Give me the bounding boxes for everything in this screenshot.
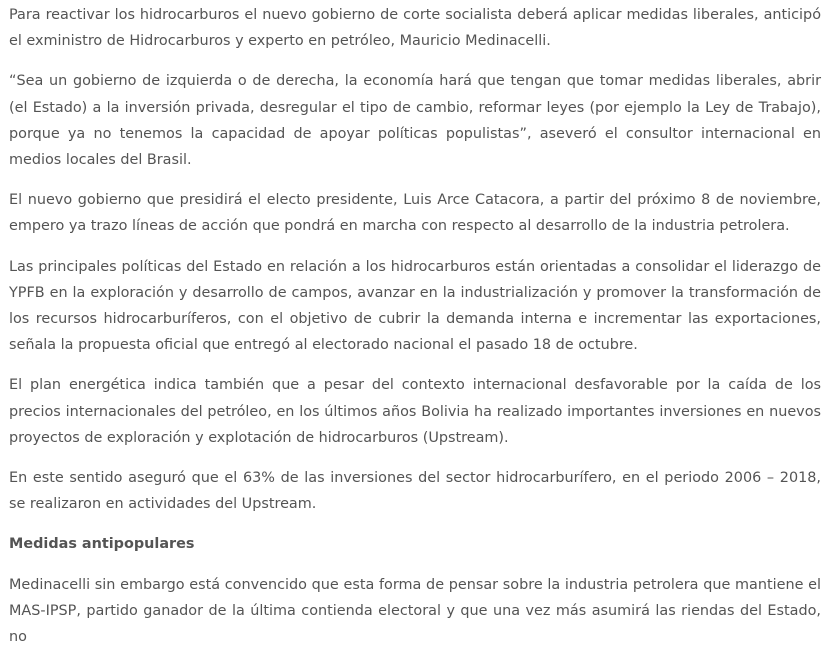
paragraph: Las principales políticas del Estado en relación a los hidrocarburos están orientadas a consolidar el liderazgo de YPFB en la exploración y desarrollo de campos, avanzar en la industrialización y promover la transformación de los recursos hidrocarburíferos, con el objetivo de cubrir la demanda interna e incrementar las exportaciones, señala la propuesta oficial que entregó al electorado nacional el pasado 18 de octubre. <box>9 258 821 354</box>
paragraph: Para reactivar los hidrocarburos el nuevo gobierno de corte socialista deberá aplicar medidas liberales, anticipó el exministro de Hidrocarburos y experto en petróleo, Mauricio Medinacelli. <box>9 7 821 50</box>
paragraph: En este sentido aseguró que el 63% de las inversiones del sector hidrocarburífero, en el periodo 2006 – 2018, se realizaron en actividades del Upstream. <box>9 470 821 513</box>
paragraph: Medinacelli sin embargo está convencido que esta forma de pensar sobre la industria petrolera que mantiene el MAS-IPSP, partido ganador de la última contienda electoral y que una vez más asumirá las riendas del Estado, no <box>9 576 821 646</box>
section-heading: Medidas antipopulares <box>9 536 195 553</box>
paragraph: El nuevo gobierno que presidirá el electo presidente, Luis Arce Catacora, a partir del próximo 8 de noviembre, empero ya trazo líneas de acción que pondrá en marcha con respecto al desarrollo de la industria petrolera. <box>9 192 821 235</box>
article-body <box>0 2 830 650</box>
paragraph: “Sea un gobierno de izquierda o de derecha, la economía hará que tengan que tomar medidas liberales, abrir (el Estado) a la inversión privada, desregular el tipo de cambio, reformar leyes (por ejemplo la Ley de Trabajo), porque ya no tenemos la capacidad de apoyar políticas populistas”, aseveró el consultor internacional en medios locales del Brasil. <box>9 73 821 169</box>
paragraph: El plan energética indica también que a pesar del contexto internacional desfavorable por la caída de los precios internacionales del petróleo, en los últimos años Bolivia ha realizado importantes inversiones en nuevos proyectos de exploración y explotación de hidrocarburos (Upstream). <box>9 377 821 446</box>
